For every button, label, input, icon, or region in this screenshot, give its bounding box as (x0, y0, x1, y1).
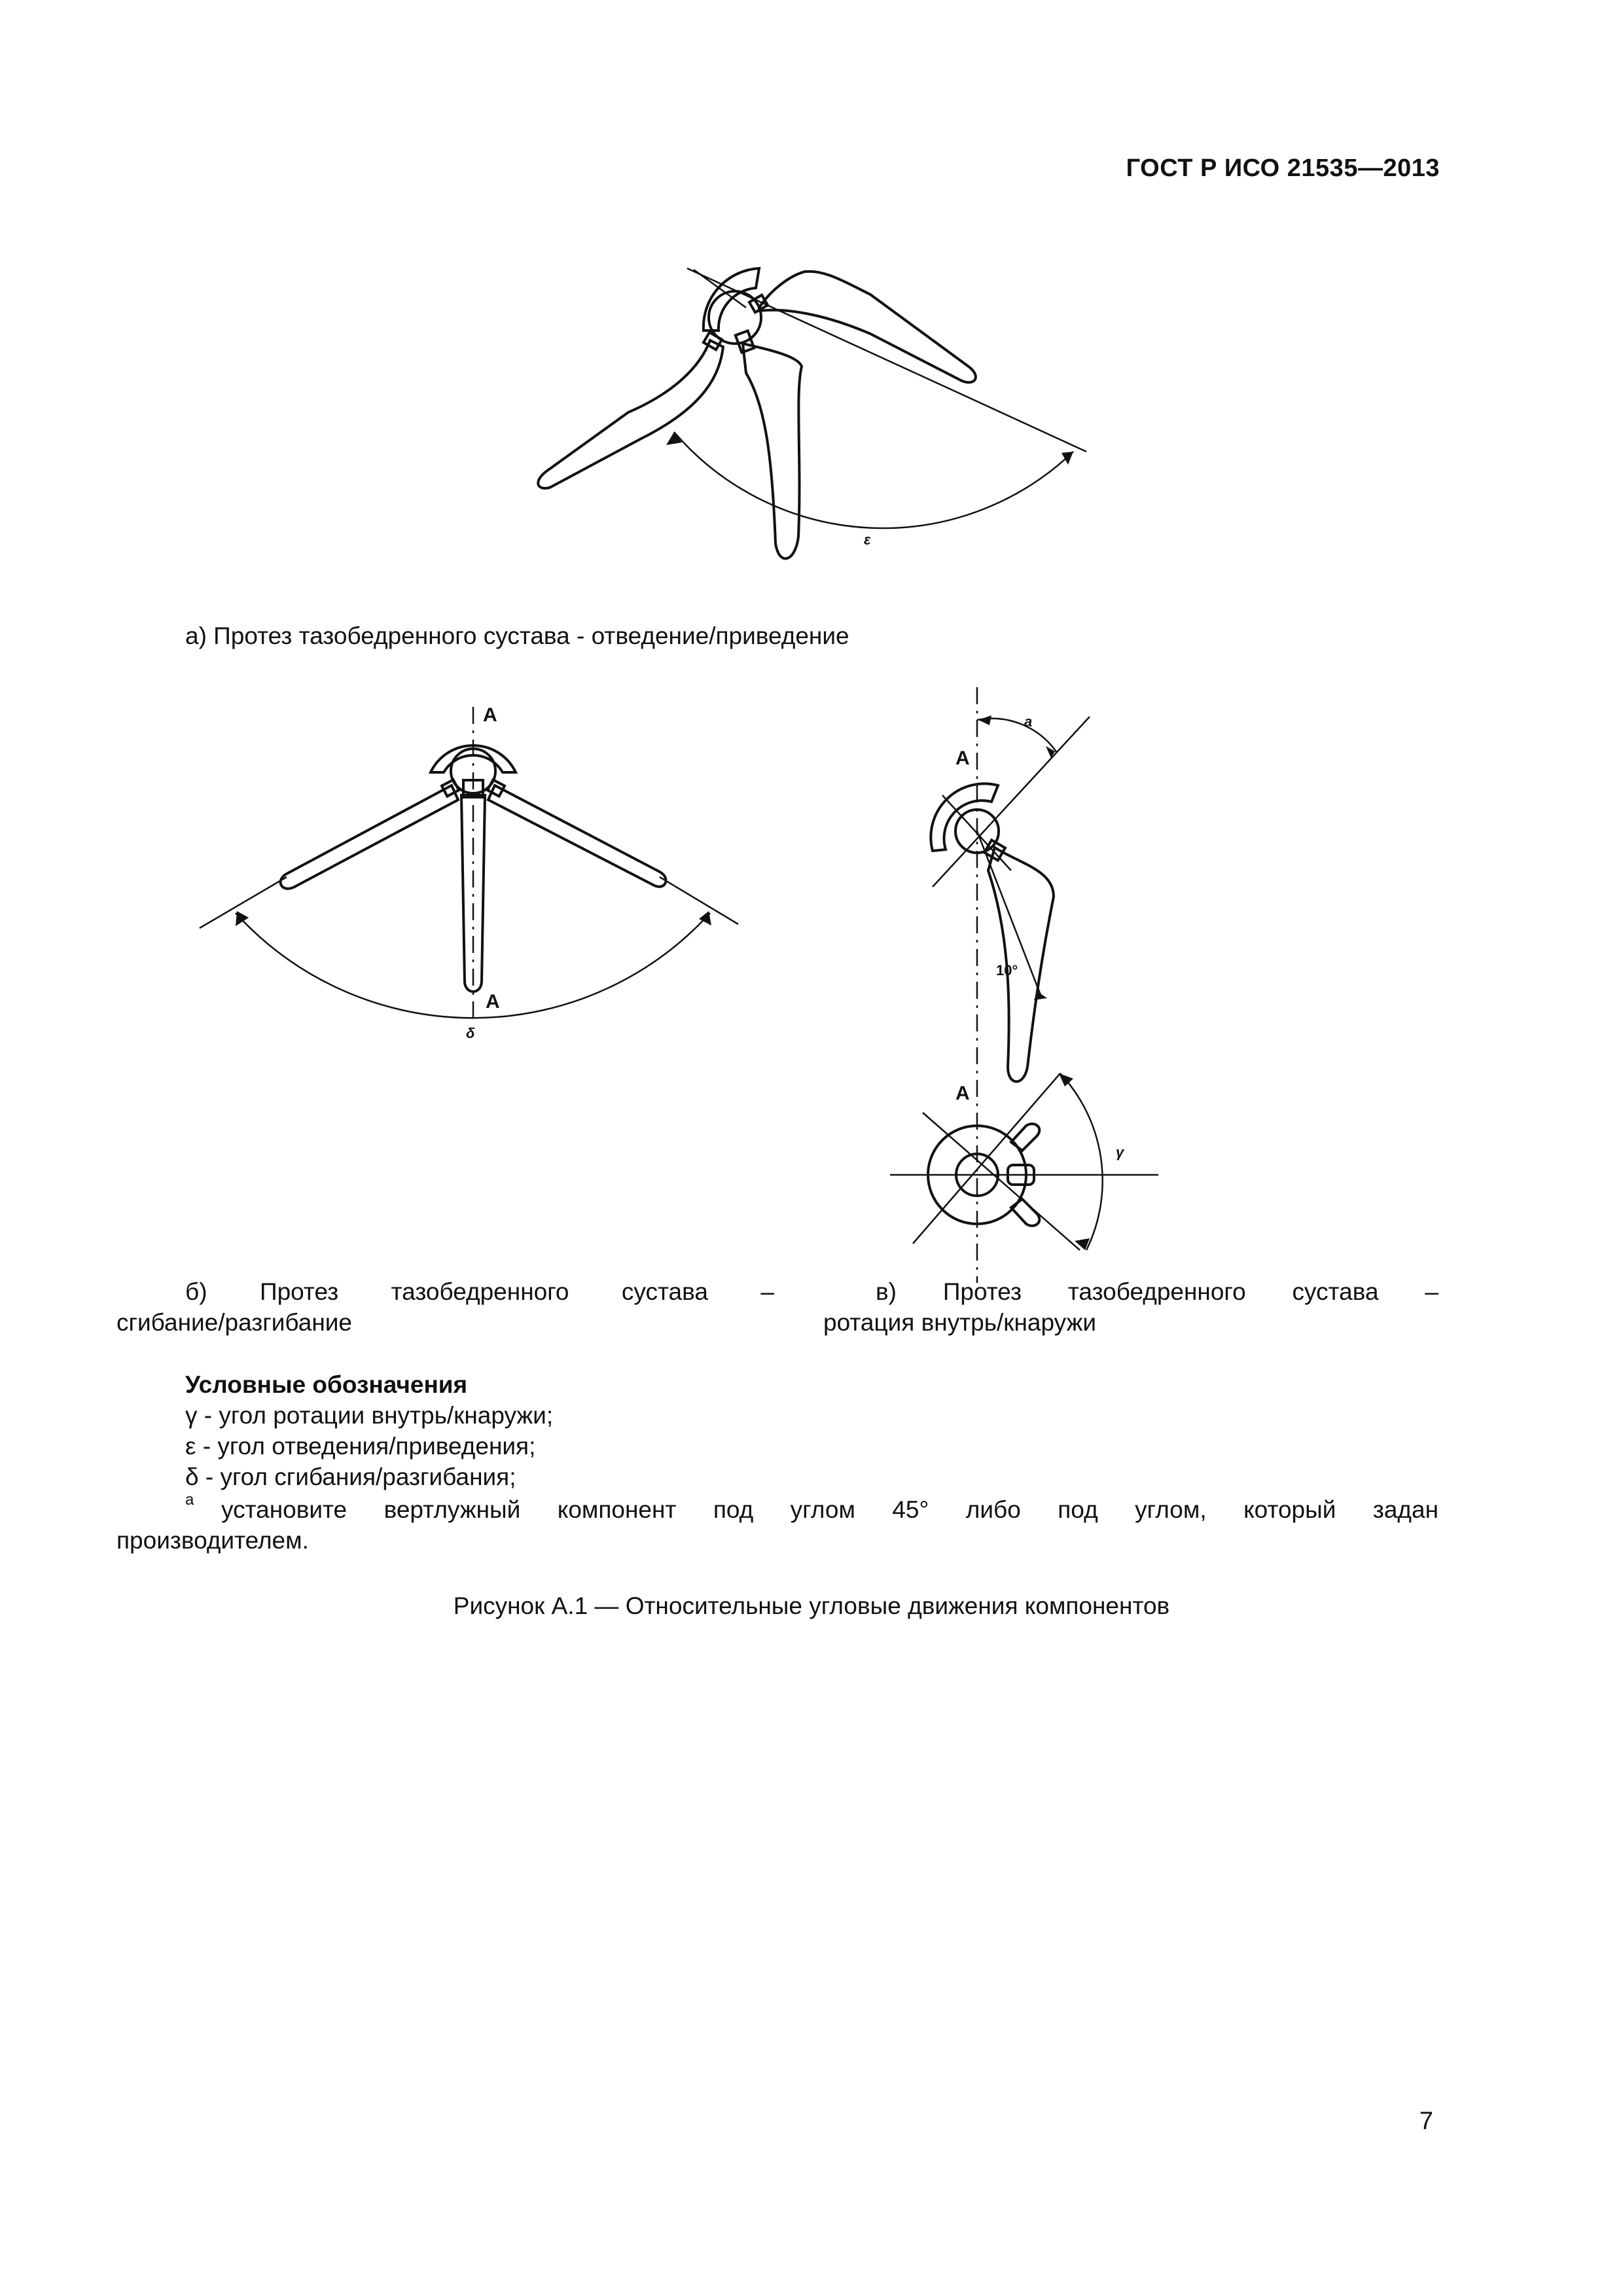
figure-c-caption-line1: в) Протез тазобедренного сустава – (876, 1278, 1438, 1305)
figure-c-lug-upper (1011, 1124, 1039, 1151)
figure-c-lug-lower (1011, 1199, 1039, 1226)
figure-b-angle-label: δ (466, 1025, 475, 1041)
figure-c-tilt-line (933, 717, 1090, 887)
figure-c-rotation-label: γ (1116, 1144, 1124, 1160)
figure-c-axis-label-mid: A (955, 1083, 970, 1104)
figure-b-caption-line1: б) Протез тазобедренного сустава – (185, 1278, 774, 1305)
figure-b-caption-line2: сгибание/разгибание (116, 1309, 353, 1336)
footnote-line1: установите вертлужный компонент под углом 45° либо под углом, который задан (221, 1496, 1438, 1523)
document-header-code: ГОСТ Р ИСО 21535—2013 (1126, 154, 1440, 182)
legend-item-epsilon: ε - угол отведения/приведения; (185, 1433, 536, 1460)
legend-title: Условные обозначения (185, 1371, 468, 1398)
figure-c-cup (931, 783, 998, 851)
figure-b-axis-label-bottom: A (486, 991, 500, 1013)
footnote-line2: производителем. (116, 1527, 309, 1554)
figure-c-top-arrow-left (978, 715, 991, 725)
figure-c-offset-angle: 10° (996, 962, 1018, 978)
figure-b-extension-right (660, 877, 738, 924)
figure-title: Рисунок А.1 — Относительные угловые движения компонентов (453, 1592, 1170, 1619)
figure-b-stem-left (281, 785, 458, 889)
figure-c-rotation-arc (1060, 1073, 1103, 1250)
legend-item-delta: δ - угол сгибания/разгибания; (185, 1463, 516, 1490)
figure-c-caption-line2: ротация внутрь/кнаружи (823, 1309, 1096, 1336)
legend-item-gamma: γ - угол ротации внутрь/кнаружи; (185, 1402, 554, 1429)
figure-a-caption: а) Протез тазобедренного сустава - отведение/приведение (185, 622, 849, 649)
figure-c-top-angle-label: a (1024, 713, 1033, 730)
figure-b-stem-right (488, 785, 666, 887)
figure-c-rotation-arrow-top (1059, 1073, 1073, 1086)
figure-b-axis-label-top: A (483, 704, 497, 726)
page-number: 7 (1419, 2108, 1433, 2135)
figure-c-axis-label-top: A (955, 747, 970, 769)
footnote-mark: a (185, 1491, 194, 1509)
figure-a-angle-label: ε (864, 531, 871, 548)
